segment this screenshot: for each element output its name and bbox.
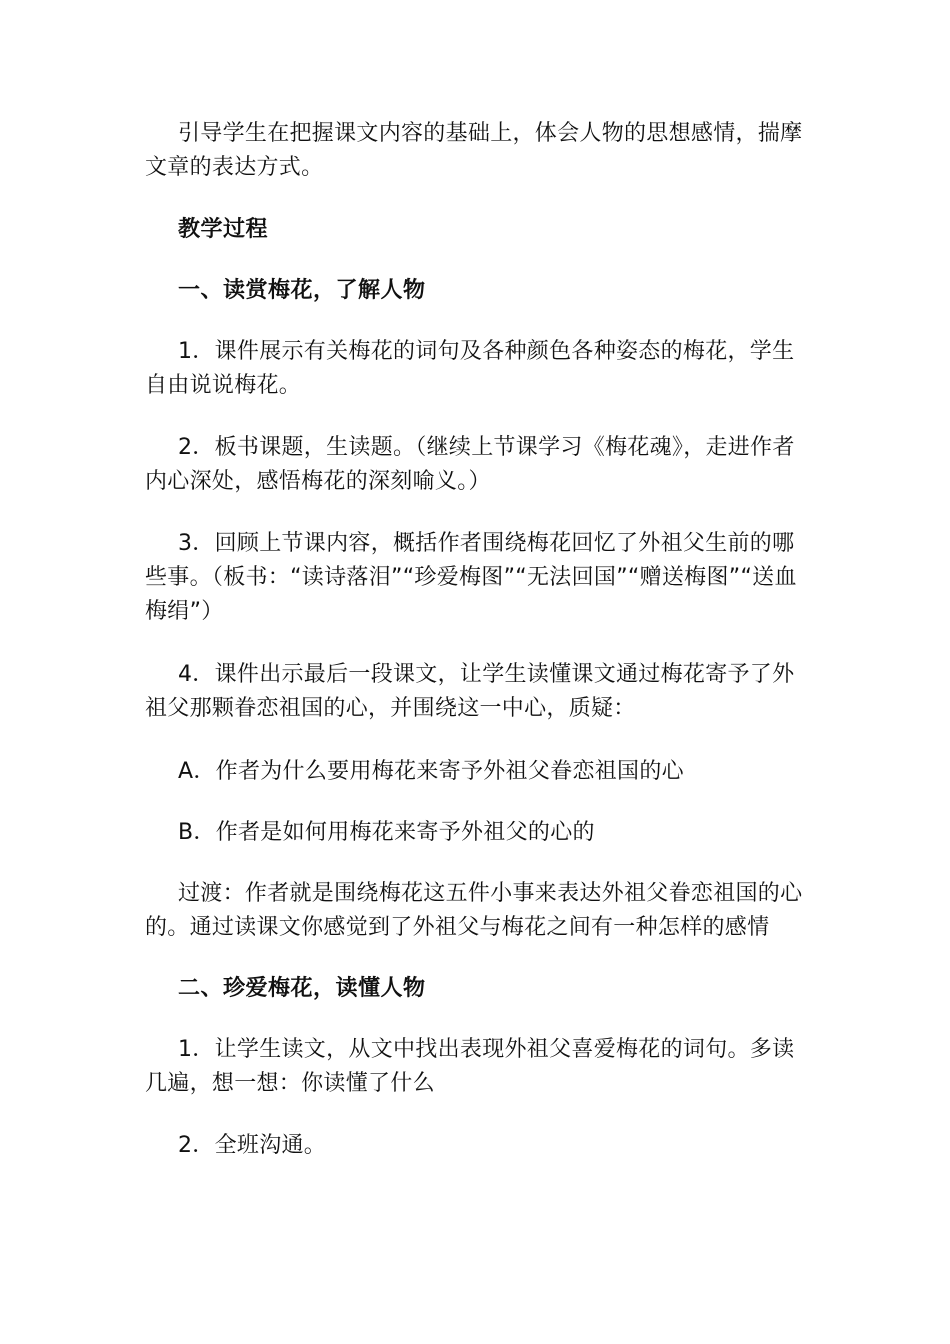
section-title: 教学过程 bbox=[178, 217, 269, 242]
intro-paragraph: 引导学生在把握课文内容的基础上，体会人物的思想感情，揣摩文章的表达方式。 bbox=[145, 121, 803, 180]
part1-question-b: B．作者是如何用梅花来寄予外祖父的心的 bbox=[178, 820, 595, 845]
part1-item-3: 3．回顾上节课内容，概括作者围绕梅花回忆了外祖父生前的哪些事。（板书：“读诗落泪”“珍爱梅图”“无法回国”“赠送梅图”“送血梅绢”） bbox=[145, 531, 797, 624]
part2-item-1: 1．让学生读文，从文中找出表现外祖父喜爱梅花的词句。多读几遍，想一想：你读懂了什么 bbox=[145, 1037, 795, 1096]
transition-paragraph: 过渡：作者就是围绕梅花这五件小事来表达外祖父眷恋祖国的心的。通过读课文你感觉到了外祖父与梅花之间有一种怎样的感情 bbox=[145, 881, 803, 940]
part2-heading: 二、珍爱梅花，读懂人物 bbox=[178, 976, 426, 1001]
part1-heading: 一、读赏梅花，了解人物 bbox=[178, 278, 426, 303]
part1-item-1: 1．课件展示有关梅花的词句及各种颜色各种姿态的梅花，学生自由说说梅花。 bbox=[145, 339, 795, 398]
part2-item-2: 2．全班沟通。 bbox=[178, 1133, 327, 1158]
part1-item-2: 2．板书课题，生读题。（继续上节课学习《梅花魂》，走进作者内心深处，感悟梅花的深刻喻义。） bbox=[145, 435, 795, 494]
part1-question-a: A．作者为什么要用梅花来寄予外祖父眷恋祖国的心 bbox=[178, 759, 684, 784]
part1-item-4: 4．课件出示最后一段课文，让学生读懂课文通过梅花寄予了外祖父那颗眷恋祖国的心，并围绕这一中心，质疑： bbox=[145, 662, 795, 721]
